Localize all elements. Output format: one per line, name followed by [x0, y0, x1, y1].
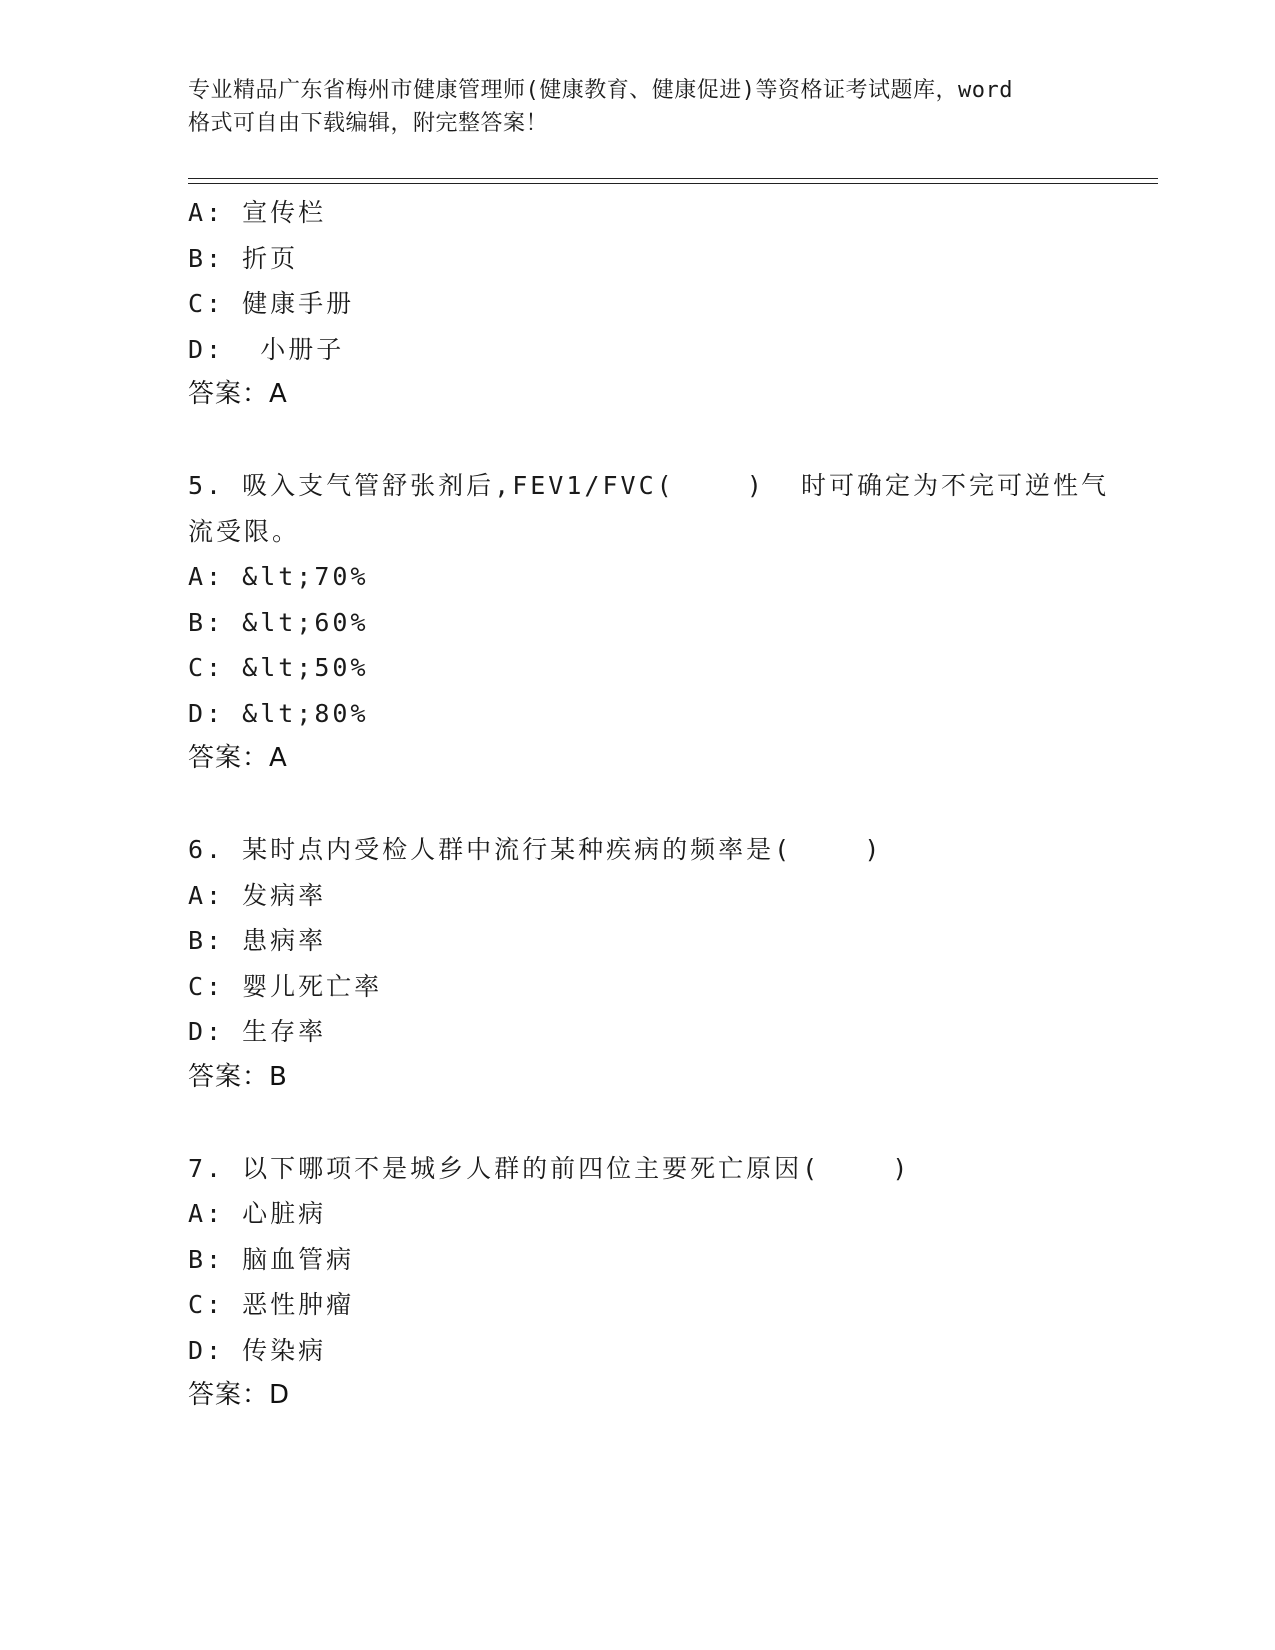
option-d: D: &lt;80%: [188, 698, 369, 728]
option-c: C: 婴儿死亡率: [188, 971, 383, 1001]
question-4: [188, 190, 1088, 418]
answer: 答案：B: [188, 1061, 288, 1092]
answer: 答案：A: [188, 743, 288, 773]
answer: 答案：A: [188, 379, 288, 409]
header-divider-bottom: [188, 183, 1158, 184]
option-d: D: 小册子: [188, 334, 345, 364]
option-b: B: 脑血管病: [188, 1244, 355, 1274]
question-text-line-2: 流受限。: [188, 516, 301, 546]
question-text-line-1: 5. 吸入支气管舒张剂后,FEV1/FVC( ) 时可确定为不完可逆性气: [188, 471, 1110, 500]
option-b: B: 患病率: [188, 926, 327, 955]
option-b: B: &lt;60%: [188, 607, 369, 637]
question-6: [188, 827, 1088, 1100]
option-c: C: 健康手册: [188, 289, 355, 318]
option-c: C: 恶性肿瘤: [188, 1290, 355, 1319]
question-text: 7. 以下哪项不是城乡人群的前四位主要死亡原因( ): [188, 1153, 911, 1183]
question-list: [188, 190, 1110, 1419]
header-divider-top: [188, 178, 1158, 179]
option-a: A: 心脏病: [188, 1199, 327, 1228]
header-line-2: 格式可自由下载编辑，附完整答案！: [188, 111, 549, 136]
spacer: [188, 782, 1088, 828]
option-a: A: 宣传栏: [188, 198, 327, 227]
option-d: D: 生存率: [188, 1017, 327, 1046]
spacer: [188, 418, 1088, 464]
option-d: D: 传染病: [188, 1335, 327, 1365]
question-7: [188, 1146, 1088, 1419]
option-a: A: &lt;70%: [188, 562, 369, 591]
answer: 答案：D: [188, 1380, 291, 1410]
header-line-1: 专业精品广东省梅州市健康管理师(健康教育、健康促进)等资格证考试题库，word: [188, 78, 1013, 103]
option-a: A: 发病率: [188, 880, 327, 910]
spacer: [188, 1100, 1088, 1146]
option-b: B: 折页: [188, 243, 299, 273]
question-text: 6. 某时点内受检人群中流行某种疾病的频率是( ): [188, 835, 883, 864]
question-5: [188, 463, 1110, 782]
option-c: C: &lt;50%: [188, 653, 369, 682]
document-header: [188, 74, 1088, 140]
